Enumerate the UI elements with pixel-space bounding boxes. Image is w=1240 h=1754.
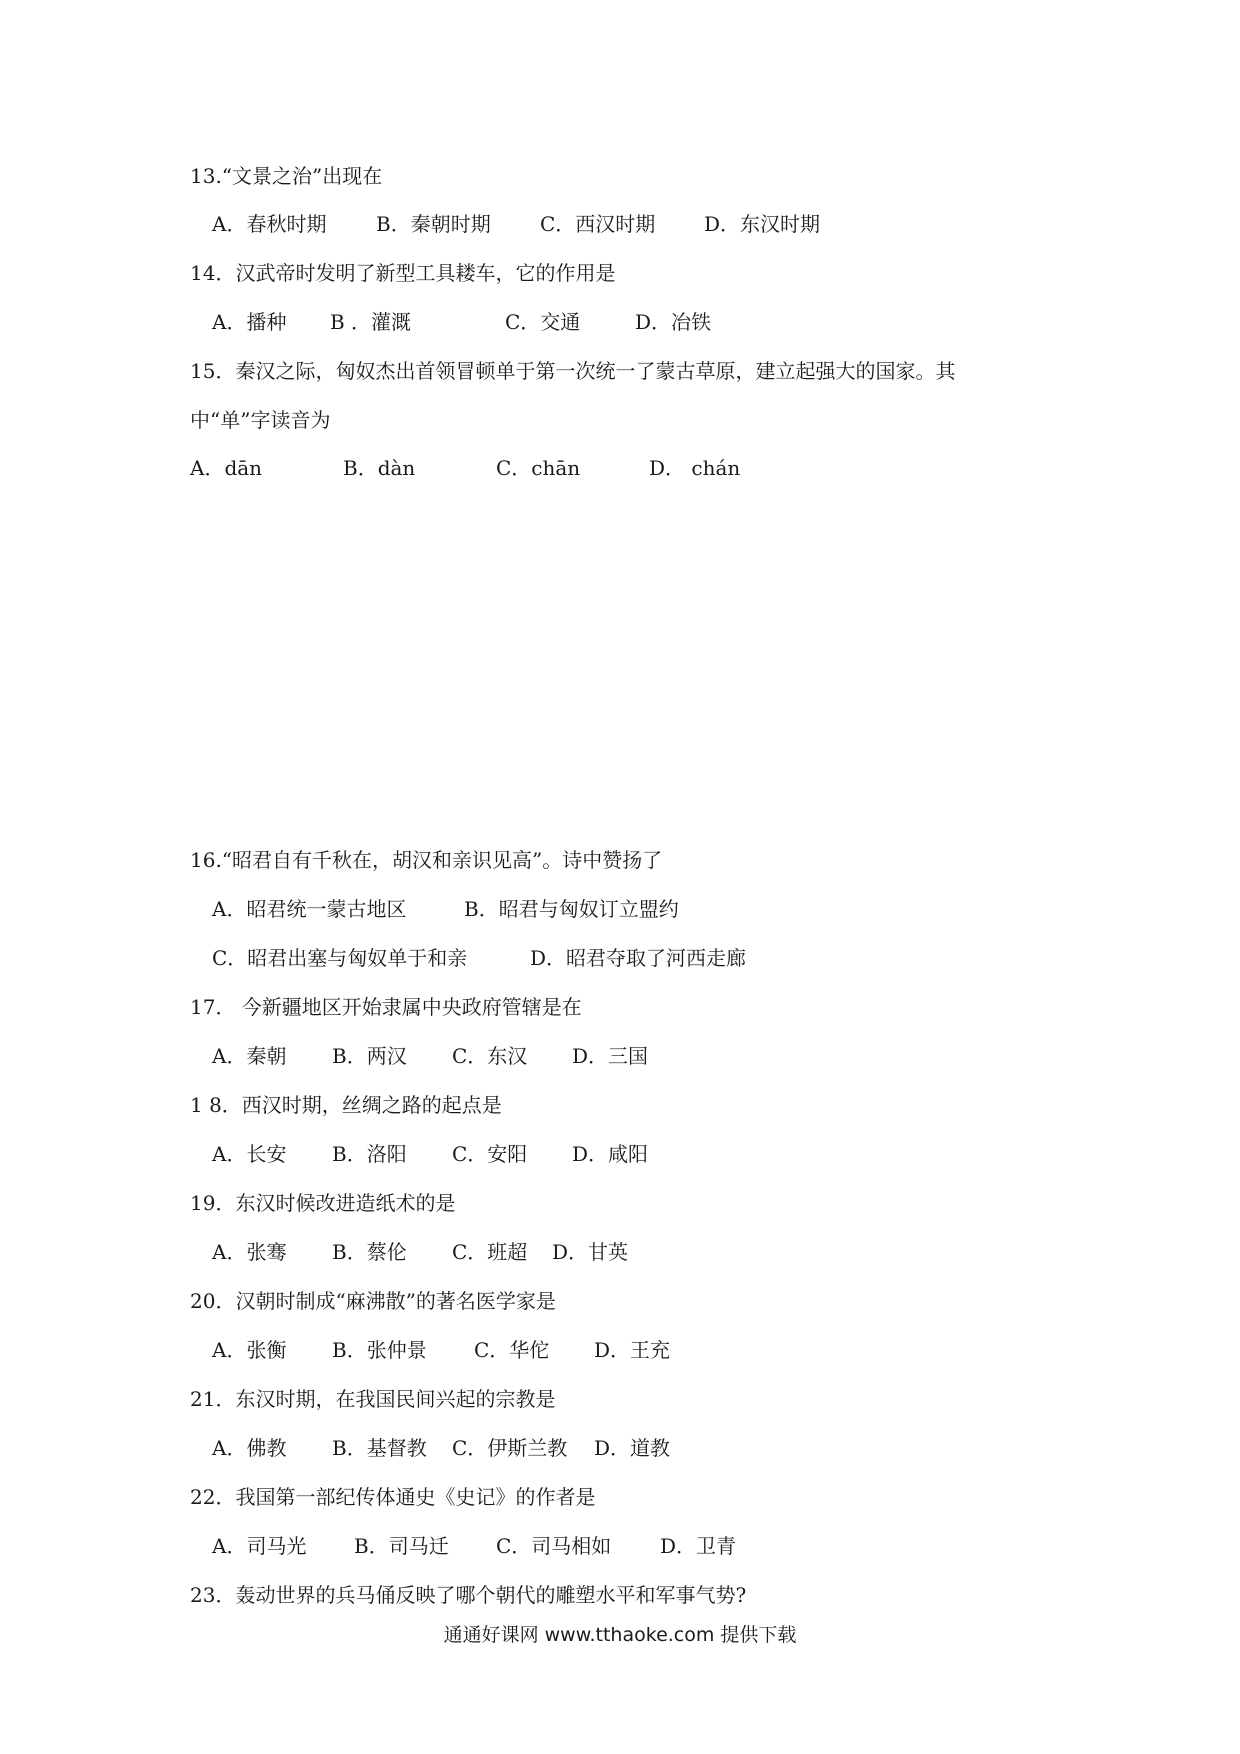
question-16-stem: 16.“昭君自有千秋在，胡汉和亲识见高”。诗中赞扬了 xyxy=(190,848,663,872)
option-a: A．秦朝 xyxy=(212,1044,287,1068)
option-d: D． chán xyxy=(649,456,741,480)
question-22-stem: 22．我国第一部纪传体通史《史记》的作者是 xyxy=(190,1485,596,1509)
option-d: D．咸阳 xyxy=(572,1142,649,1166)
option-d: D．昭君夺取了河西走廊 xyxy=(530,946,747,970)
question-20-stem: 20．汉朝时制成“麻沸散”的著名医学家是 xyxy=(190,1289,556,1313)
option-c: C．班超 xyxy=(452,1240,528,1264)
option-c: C．西汉时期 xyxy=(540,212,656,236)
option-a: A．佛教 xyxy=(212,1436,287,1460)
option-b: B．秦朝时期 xyxy=(376,212,491,236)
option-b: B．张仲景 xyxy=(332,1338,427,1362)
option-d: D．冶铁 xyxy=(635,310,712,334)
option-a: A．昭君统一蒙古地区 xyxy=(212,897,407,921)
option-c: C．伊斯兰教 xyxy=(452,1436,568,1460)
option-d: D．三国 xyxy=(572,1044,649,1068)
option-d: D．王充 xyxy=(594,1338,671,1362)
option-a: A．张骞 xyxy=(212,1240,287,1264)
question-19-stem: 19．东汉时候改进造纸术的是 xyxy=(190,1191,456,1215)
option-b: B．两汉 xyxy=(332,1044,407,1068)
option-b: B．洛阳 xyxy=(332,1142,407,1166)
question-21-stem: 21．东汉时期，在我国民间兴起的宗教是 xyxy=(190,1387,556,1411)
option-a: A．司马光 xyxy=(212,1534,307,1558)
question-13-stem: 13.“文景之治”出现在 xyxy=(190,164,383,188)
option-a: A．春秋时期 xyxy=(212,212,327,236)
option-c: C．昭君出塞与匈奴单于和亲 xyxy=(212,946,468,970)
question-23-stem: 23．轰动世界的兵马俑反映了哪个朝代的雕塑水平和军事气势? xyxy=(190,1583,747,1607)
option-d: D．东汉时期 xyxy=(704,212,821,236)
question-14-stem: 14．汉武帝时发明了新型工具耧车，它的作用是 xyxy=(190,261,616,285)
option-b: B．昭君与匈奴订立盟约 xyxy=(464,897,679,921)
question-18-stem: 1 8．西汉时期，丝绸之路的起点是 xyxy=(190,1093,502,1117)
option-d: D．道教 xyxy=(594,1436,671,1460)
option-c: C．交通 xyxy=(505,310,581,334)
option-b: B．基督教 xyxy=(332,1436,427,1460)
option-b: B ．灌溉 xyxy=(330,310,412,334)
option-b: B．dàn xyxy=(343,456,416,480)
option-c: C．司马相如 xyxy=(496,1534,612,1558)
question-15-stem-line2: 中“单”字读音为 xyxy=(190,408,331,432)
question-15-stem-line1: 15．秦汉之际，匈奴杰出首领冒顿单于第一次统一了蒙古草原，建立起强大的国家。其 xyxy=(190,359,956,383)
option-c: C．安阳 xyxy=(452,1142,528,1166)
option-b: B．蔡伦 xyxy=(332,1240,407,1264)
option-d: D．卫青 xyxy=(660,1534,737,1558)
option-d: D．甘英 xyxy=(552,1240,629,1264)
option-c: C．chān xyxy=(496,456,581,480)
option-a: A．dān xyxy=(190,456,263,480)
option-a: A．播种 xyxy=(212,310,287,334)
option-b: B．司马迁 xyxy=(354,1534,449,1558)
option-a: A．张衡 xyxy=(212,1338,287,1362)
page-footer: 通通好课网 www.tthaoke.com 提供下载 xyxy=(443,1624,797,1646)
option-c: C．东汉 xyxy=(452,1044,528,1068)
option-c: C．华佗 xyxy=(474,1338,550,1362)
option-a: A．长安 xyxy=(212,1142,287,1166)
question-17-stem: 17． 今新疆地区开始隶属中央政府管辖是在 xyxy=(190,995,582,1019)
